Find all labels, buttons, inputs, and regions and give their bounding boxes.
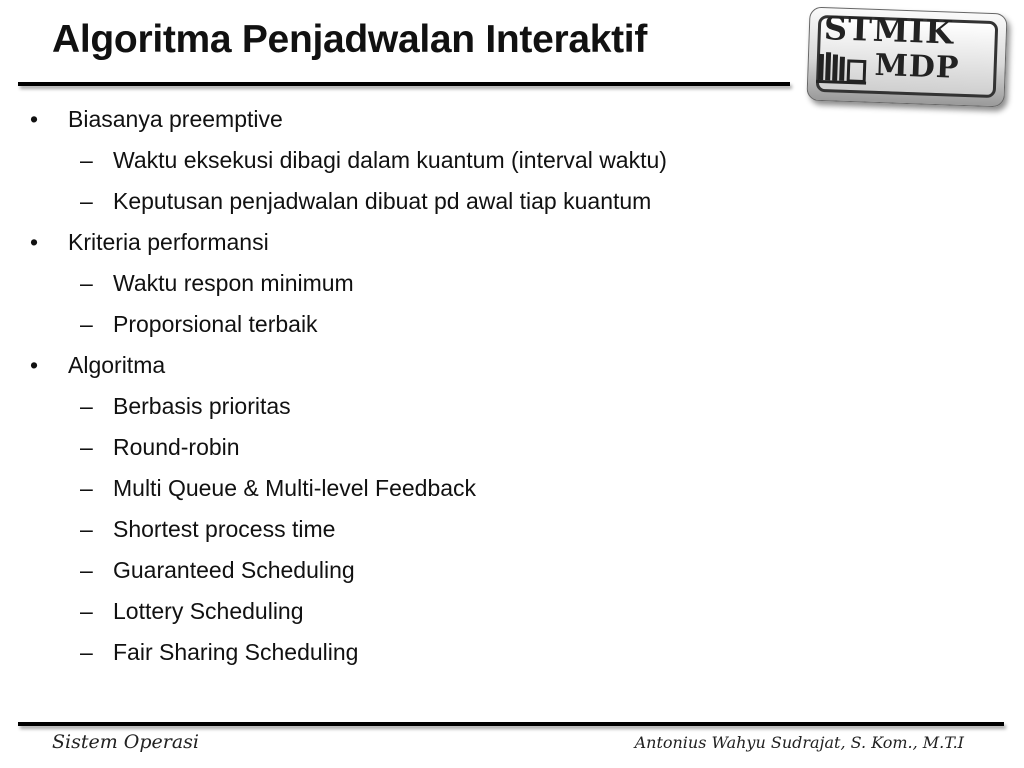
sub-bullet-item: Keputusan penjadwalan dibuat pd awal tiap kuantum [113,188,652,214]
dash-marker: – [80,557,93,583]
bullet-item: Algoritma [68,352,166,378]
dash-marker: – [80,639,93,665]
bullet-marker: • [30,352,39,378]
sub-bullet-item: Lottery Scheduling [113,598,304,624]
dash-marker: – [80,188,93,214]
dash-marker: – [80,598,93,624]
sub-bullet-item: Waktu eksekusi dibagi dalam kuantum (interval waktu) [113,147,667,173]
books-icon [812,46,873,88]
bullet-item: Kriteria performansi [68,229,269,255]
sub-bullet-item: Waktu respon minimum [113,270,354,296]
logo-line1: STMIK [823,9,955,52]
bullet-marker: • [30,229,39,255]
sub-bullet-item: Proporsional terbaik [113,311,318,337]
sub-bullet-item: Round-robin [113,434,240,460]
sub-bullet-item: Guaranteed Scheduling [113,557,355,583]
sub-bullet-item: Berbasis prioritas [113,393,291,419]
sub-bullet-item: Shortest process time [113,516,336,542]
footer-course: Sistem Operasi [52,731,199,753]
dash-marker: – [80,434,93,460]
dash-marker: – [80,270,93,296]
dash-marker: – [80,311,93,337]
footer-divider [18,722,1004,726]
logo-line2: MDP [874,47,961,86]
sub-bullet-item: Fair Sharing Scheduling [113,639,359,665]
dash-marker: – [80,475,93,501]
title-underline [18,82,790,86]
dash-marker: – [80,393,93,419]
dash-marker: – [80,147,93,173]
bullet-marker: • [30,106,39,132]
sub-bullet-item: Multi Queue & Multi-level Feedback [113,475,477,501]
bullet-item: Biasanya preemptive [68,106,283,132]
dash-marker: – [80,516,93,542]
slide-title: Algoritma Penjadwalan Interaktif [52,18,648,61]
footer-author: Antonius Wahyu Sudrajat, S. Kom., M.T.I [634,733,964,752]
stmik-mdp-logo [806,7,1007,108]
